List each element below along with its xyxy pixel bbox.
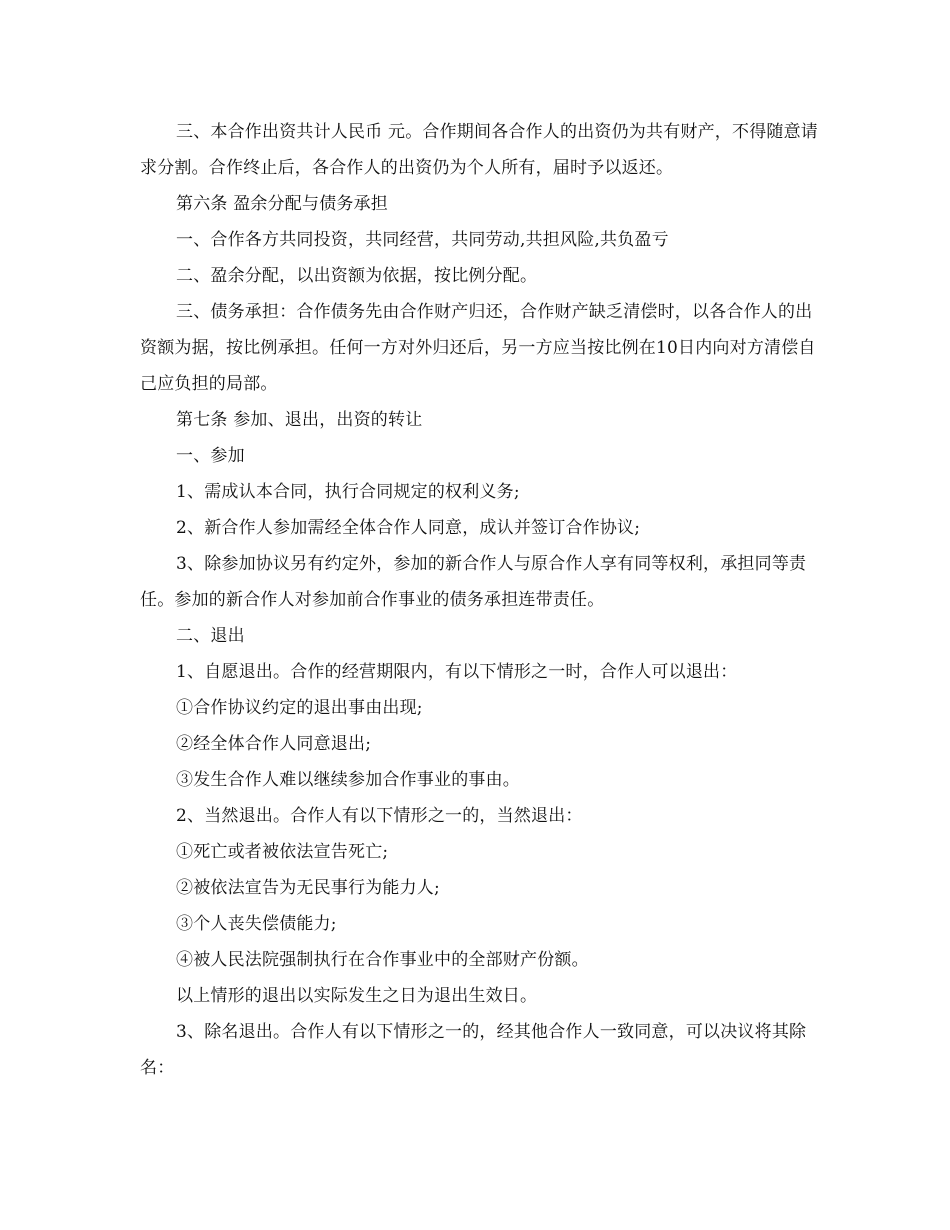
list-item-automatic-reason-3: ③个人丧失偿债能力; [176,914,337,934]
list-item-voluntary-reason-2: ②经全体合作人同意退出; [176,734,372,754]
paragraph-capital-contribution: 三、本合作出资共计人民币 元。合作期间各合作人的出资仍为共有财产，不得随意请求分割。合作终止后，各合作人的出资仍为个人所有，届时予以返还。 [140,122,819,178]
list-item-expulsion: 3、除名退出。合作人有以下情形之一的，经其他合作人一致同意，可以决议将其除名： [140,1022,807,1078]
heading-article-6: 第六条 盈余分配与债务承担 [176,194,389,214]
paragraph-profit-distribution: 二、盈余分配，以出资额为依据，按比例分配。 [176,266,538,286]
paragraph-effective-date: 以上情形的退出以实际发生之日为退出生效日。 [176,986,538,1006]
paragraph-joint-investment: 一、合作各方共同投资，共同经营，共同劳动,共担风险,共负盈亏 [176,230,669,250]
list-item-voluntary-withdrawal: 1、自愿退出。合作的经营期限内，有以下情形之一时，合作人可以退出： [176,662,738,682]
list-item-automatic-reason-1: ①死亡或者被依法宣告死亡; [176,842,389,862]
document-body [140,114,820,1086]
list-item-joining-2: 2、新合作人参加需经全体合作人同意，成认并签订合作协议; [176,518,641,538]
heading-joining: 一、参加 [176,446,245,466]
list-item-automatic-withdrawal: 2、当然退出。合作人有以下情形之一的，当然退出： [176,806,583,826]
heading-article-7: 第七条 参加、退出，出资的转让 [176,410,423,430]
list-item-joining-3: 3、除参加协议另有约定外，参加的新合作人与原合作人享有同等权利，承担同等责任。参加的新合作人对参加前合作事业的债务承担连带责任。 [140,554,807,610]
list-item-voluntary-reason-3: ③发生合作人难以继续参加合作事业的事由。 [176,770,520,790]
list-item-voluntary-reason-1: ①合作协议约定的退出事由出现; [176,698,423,718]
paragraph-debt-liability: 三、债务承担：合作债务先由合作财产归还，合作财产缺乏清偿时，以各合作人的出资额为据，按比例承担。任何一方对外归还后，另一方应当按比例在10日内向对方清偿自己应负担的局部。 [140,302,816,394]
list-item-automatic-reason-4: ④被人民法院强制执行在合作事业中的全部财产份额。 [176,950,589,970]
heading-withdrawal: 二、退出 [176,626,245,646]
list-item-joining-1: 1、需成认本合同，执行合同规定的权利义务; [176,482,520,502]
list-item-automatic-reason-2: ②被依法宣告为无民事行为能力人; [176,878,440,898]
